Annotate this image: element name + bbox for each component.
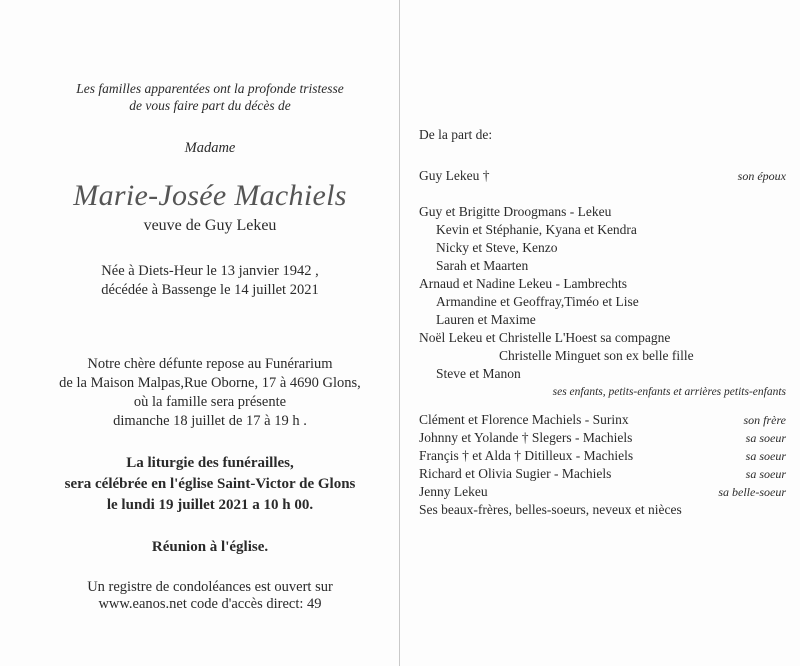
family-row: Nicky et Steve, Kenzo	[436, 240, 558, 255]
life-dates	[40, 262, 380, 300]
sibling-row: Jenny Lekeu sa belle-soeur	[419, 484, 786, 499]
family-caption: ses enfants, petits-enfants et arrières petits-enfants	[552, 386, 786, 398]
family-row: Sarah et Maarten	[436, 258, 529, 273]
sibling-row: Johnny et Yolande † Slegers - Machiels sa soeur	[419, 430, 786, 445]
death-info: décédée à Bassenge le 14 juillet 2021	[101, 282, 319, 298]
family-row: Steve et Manon	[436, 366, 521, 381]
family-row: Arnaud et Nadine Lekeu - Lambrechts	[419, 276, 628, 291]
sibling-row: Clément et Florence Machiels - Surinx son frère	[419, 412, 786, 427]
family-row: Kevin et Stéphanie, Kyana et Kendra	[436, 222, 637, 237]
birth-info: Née à Diets-Heur le 13 janvier 1942 ,	[101, 263, 319, 279]
family-row: Christelle Minguet son ex belle fille	[499, 348, 694, 363]
sibling-row: Françis † et Alda † Ditilleux - Machiels sa soeur	[419, 448, 786, 463]
family-row: Lauren et Maxime	[436, 312, 536, 327]
reunion-note: Réunion à l'église.	[151, 539, 269, 555]
deceased-name: Marie-Josée Machiels	[73, 179, 347, 212]
condolence-registry: Un registre de condoléances est ouvert sur www.eanos.net code d'accès direct: 49	[40, 579, 380, 613]
visitation-info: Notre chère défunte repose au Funérarium de la Maison Malpas,Rue Oborne, 17 à 4690 Glons, où la famille sera présente dimanche 18 juillet de 17 à 19 h .	[59, 356, 361, 429]
from-heading: De la part de:	[419, 127, 493, 142]
closing-line: Ses beaux-frères, belles-soeurs, neveux et nièces	[419, 502, 682, 517]
family-row: Guy et Brigitte Droogmans - Lekeu	[419, 204, 612, 219]
sibling-row: Richard et Olivia Sugier - Machiels sa soeur	[419, 466, 786, 481]
family-row: Noël Lekeu et Christelle L'Hoest sa compagne	[419, 330, 671, 345]
card-fold	[399, 0, 400, 666]
widow-of: veuve de Guy Lekeu	[143, 217, 277, 234]
spouse-row: Guy Lekeu † son époux	[419, 168, 786, 183]
announcement-panel	[40, 80, 380, 613]
honorific: Madame	[184, 140, 236, 156]
family-row: Armandine et Geoffray,Timéo et Lise	[436, 294, 639, 309]
intro-text: Les familles apparentées ont la profonde tristesse de vous faire part du décès de	[76, 81, 344, 113]
funeral-liturgy: La liturgie des funérailles, sera célébrée en l'église Saint-Victor de Glons le lundi 19 juillet 2021 a 10 h 00.	[64, 455, 356, 513]
registry-link[interactable]: www.eanos.net code d'accès direct: 49	[98, 596, 322, 612]
family-panel	[419, 127, 786, 519]
